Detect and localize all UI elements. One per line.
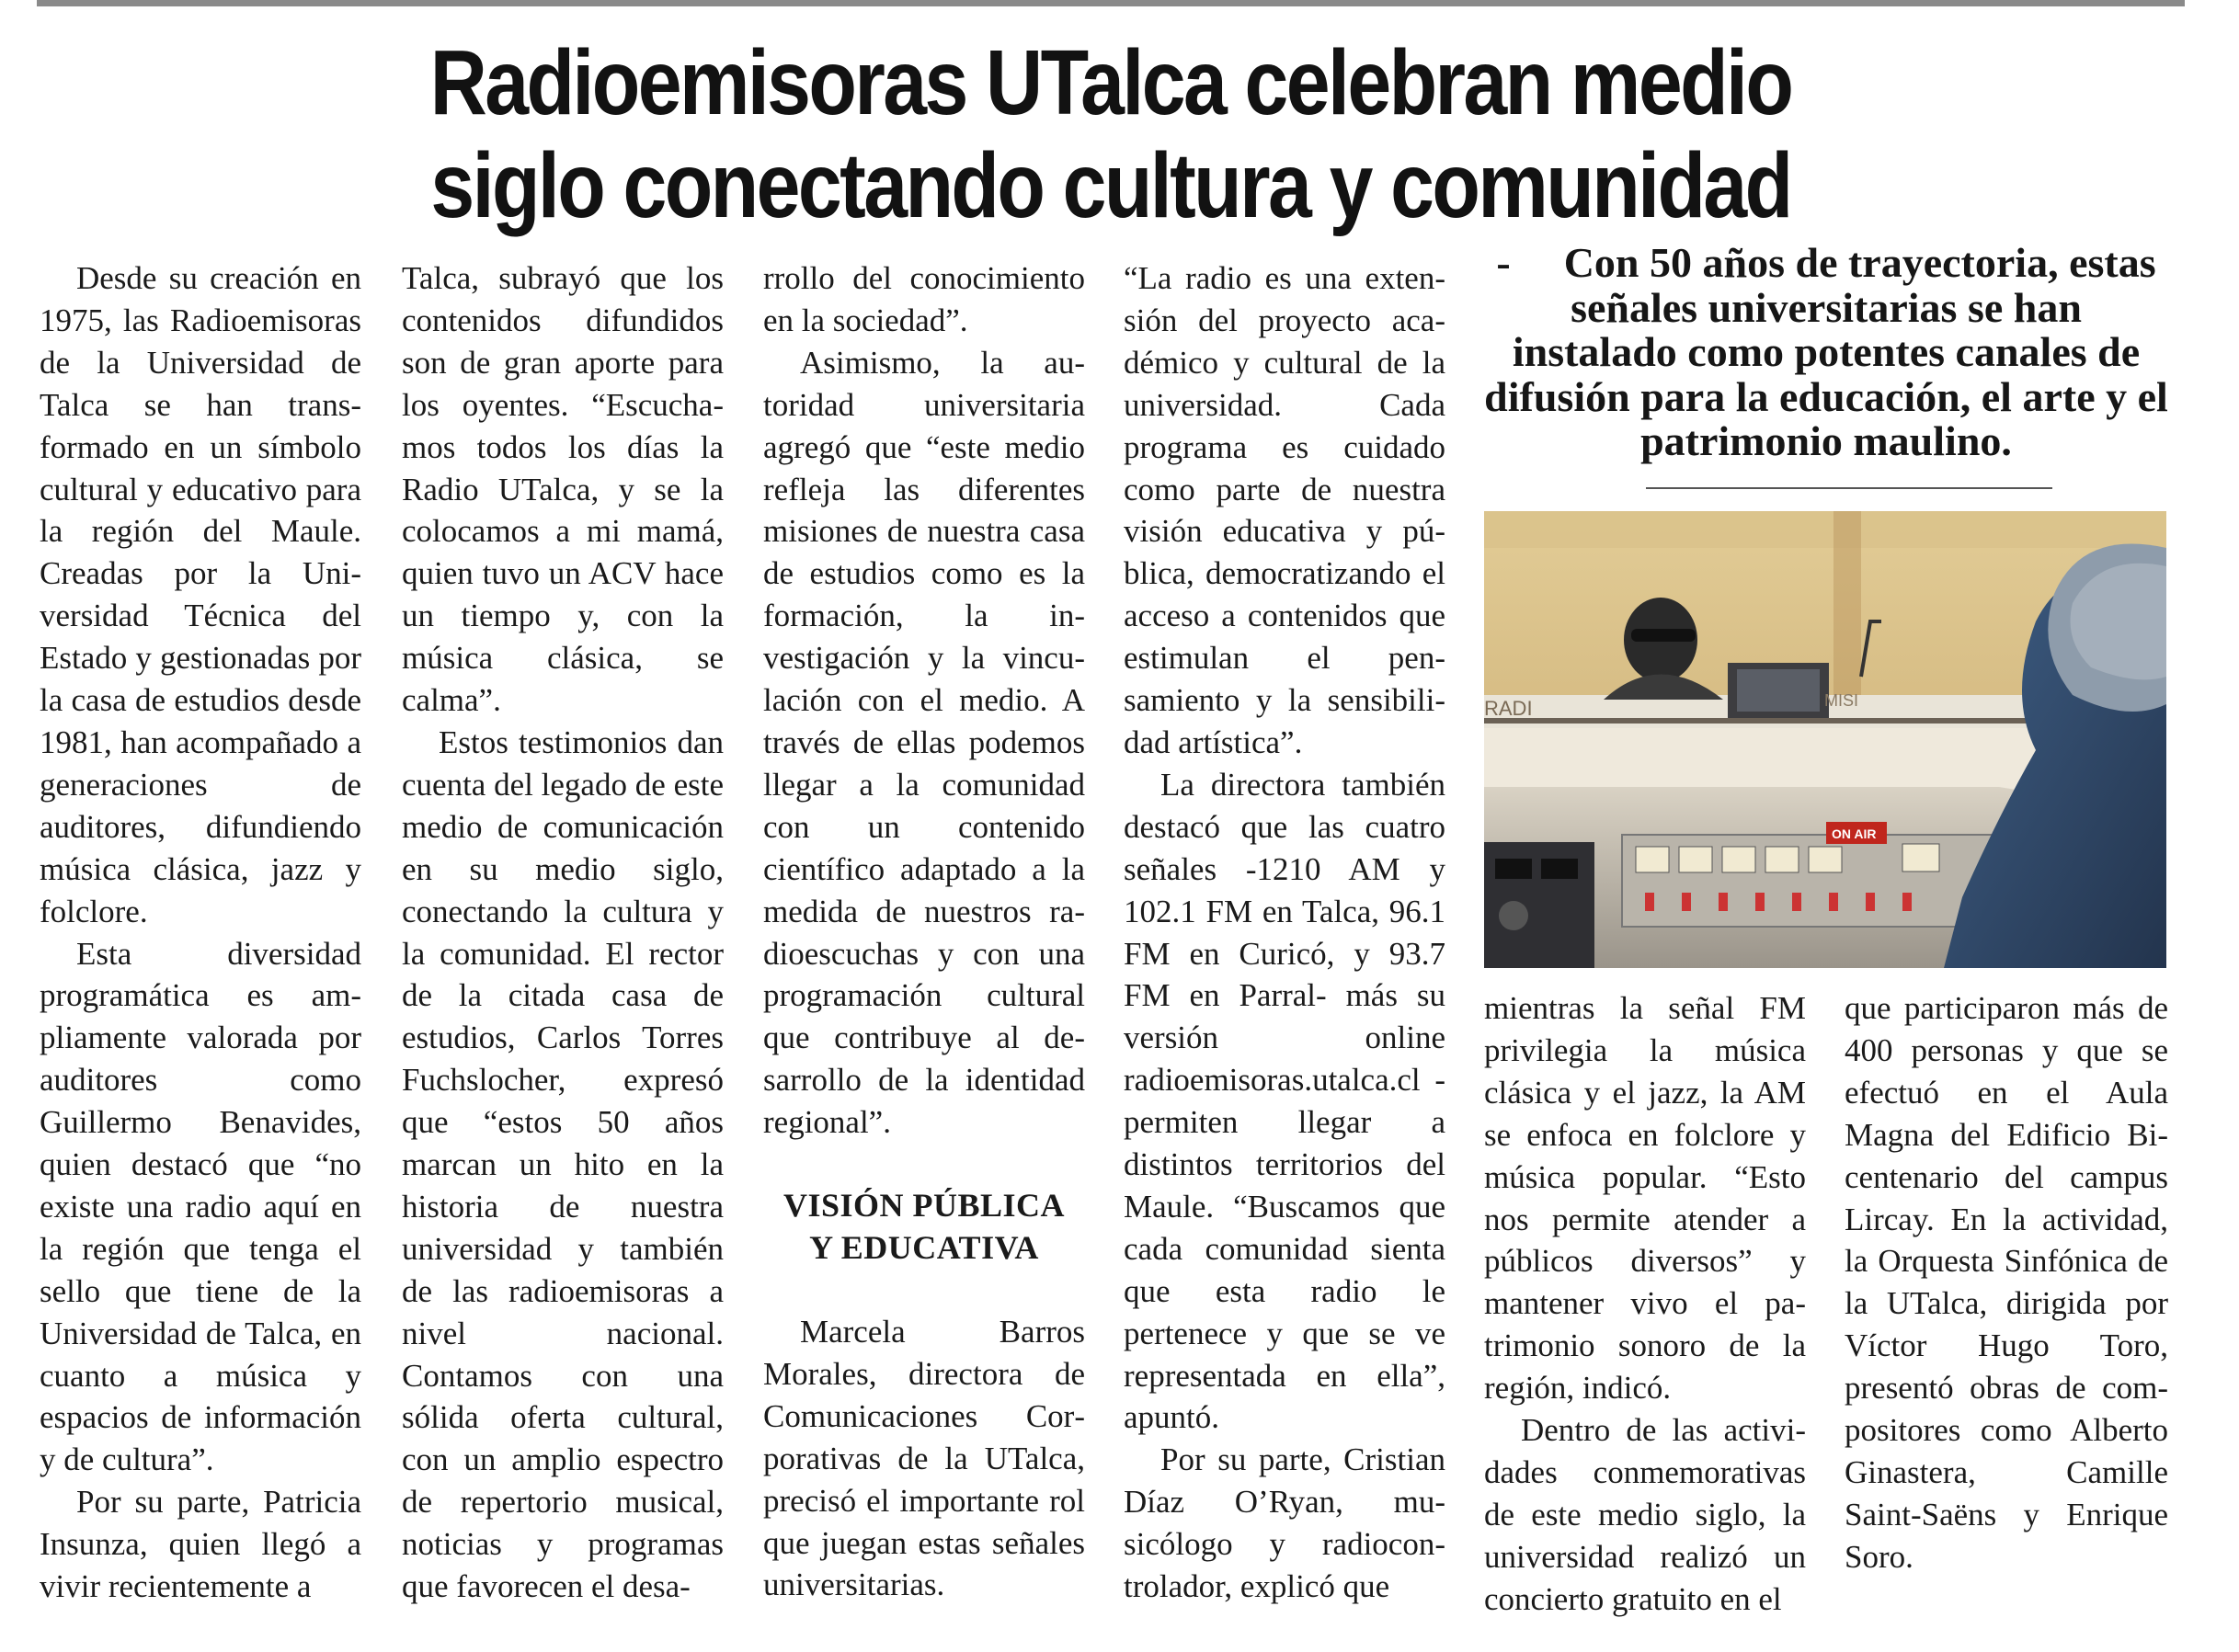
article-column-6 xyxy=(1845,987,2168,1578)
paragraph: rrollo del conocimiento en la sociedad”. xyxy=(763,260,1085,338)
photo-sign-right: MISI xyxy=(1824,691,1859,710)
paragraph: Estos testimonios dan cuenta del legado de este medio de comunicación en su medio siglo, conectando la cultura y la comunidad. El rector de la citada casa de estudios, Carlos Torres Fuchslocher, expresó que “estos 50 años marcan un hito en la historia de nuestra universidad y también de las radioemisoras a nivel nacional. Contamos con una sólida oferta cultural, con un amplio espectro de repertorio musical, noticias y programas que favorecen el desa- xyxy=(402,723,724,1605)
headline-line-1: Radioemisoras UTalca celebran medio xyxy=(429,31,1792,134)
paragraph: “La radio es una extensión del proyecto académico y cultural de la universidad. Cada programa es cuidado como parte de nuestra visión educativa y pública, democratizando el acceso a contenidos que estimulan el pensamiento y la sensibilidad artística”. xyxy=(1124,260,1445,760)
radio-studio-photo xyxy=(1484,511,2166,968)
dek-text: Con 50 años de trayectoria, estas señales universitarias se han instalado como potentes canales de difusión para la educación, el arte y el patrimonio maulino. xyxy=(1484,239,2168,464)
dek-dash: - xyxy=(1496,239,1511,286)
paragraph: Esta diversidad programática es ampliamente valorada por auditores como Guillermo Benavides, quien destacó que “no existe una radio aquí en la región que tenga el sello que tiene de la Universidad de Talca, en cuanto a música y espacios de información y de cultura”. xyxy=(40,935,361,1478)
article-column-4 xyxy=(1124,257,1445,1608)
article-column-1 xyxy=(40,257,361,1608)
paragraph: Por su parte, Patricia Insunza, quien llegó a vivir recientemente a xyxy=(40,1484,361,1605)
top-rule xyxy=(37,0,2185,6)
article-column-5 xyxy=(1484,987,1806,1621)
paragraph: Dentro de las actividades conmemorativas de este medio siglo, la universidad realizó un concierto gratuito en el xyxy=(1484,1412,1806,1617)
paragraph: Por su parte, Cristian Díaz O’Ryan, musicólogo y radiocontrolador, explicó que xyxy=(1124,1441,1445,1605)
paragraph: Asimismo, la autoridad universitaria agregó que “este medio refleja las diferentes misiones de nuestra casa de estudios como es la formación, la investigación y la vinculación con el medio. A través de ellas podemos llegar a la comunidad con un contenido científico adaptado a la medida de nuestros radioescuchas y con una programación cultural que contribuye al desarrollo de la identidad regional”. xyxy=(763,344,1085,1141)
paragraph: Talca, subrayó que los contenidos difundidos son de gran aporte para los oyentes. “Escuchamos todos los días la Radio UTalca, y se la colocamos a mi mamá, quien tuvo un ACV hace un tiempo y, con la música clásica, se calma”. xyxy=(402,260,724,719)
dek-summary xyxy=(1484,241,2168,464)
paragraph: que participaron más de 400 personas y que se efectuó en el Aula Magna del Edificio Bicentenario del campus Lircay. En la actividad, la Orquesta Sinfónica de la UTalca, dirigida por Víctor Hugo Toro, presentó obras de compositores como Alberto Ginastera, Camille Saint-Saëns y Enrique Soro. xyxy=(1845,990,2168,1575)
paragraph: mientras la señal FM privilegia la música clásica y el jazz, la AM se enfoca en folclore y música popular. “Esto nos permite atender a públicos diversos” y mantener vivo el patrimonio sonoro de la región, indicó. xyxy=(1484,990,1806,1407)
photo-sign-left: RADI xyxy=(1484,697,1533,720)
subhead-line-1: VISIÓN PÚBLICA xyxy=(783,1187,1066,1225)
paragraph: Desde su creación en 1975, las Radioemisoras de la Universidad de Talca se han transformado en un símbolo cultural y educativo para la región del Maule. Creadas por la Universidad Técnica del Estado y gestionadas por la casa de estudios desde 1981, han acompañado a generaciones de auditores, difundiendo música clásica, jazz y folclore. xyxy=(40,260,361,929)
paragraph: La directora también destacó que las cuatro señales -1210 AM y 102.1 FM en Talca, 96.1 FM en Curicó, y 93.7 FM en Parral- más su versión online radioemisoras.utalca.cl - permiten llegar a distintos territorios del Maule. “Buscamos que cada comunidad sienta que esta radio le pertenece y que se ve representada en ella”, apuntó. xyxy=(1124,766,1445,1436)
on-air-sign: ON AIR xyxy=(1832,826,1877,841)
article-column-3 xyxy=(763,257,1085,1606)
section-subhead xyxy=(763,1184,1085,1269)
article-column-2 xyxy=(402,257,724,1608)
paragraph: Marcela Barros Morales, directora de Comunicaciones Corporativas de la UTalca, precisó el importante rol que juegan estas señales universitarias. xyxy=(763,1314,1085,1603)
headline-line-2: siglo conectando cultura y comunidad xyxy=(430,134,1791,237)
subhead-line-2: Y EDUCATIVA xyxy=(809,1229,1039,1267)
dek-divider xyxy=(1646,487,2052,489)
photo-illustration xyxy=(1484,511,2166,968)
headline xyxy=(37,31,2185,237)
